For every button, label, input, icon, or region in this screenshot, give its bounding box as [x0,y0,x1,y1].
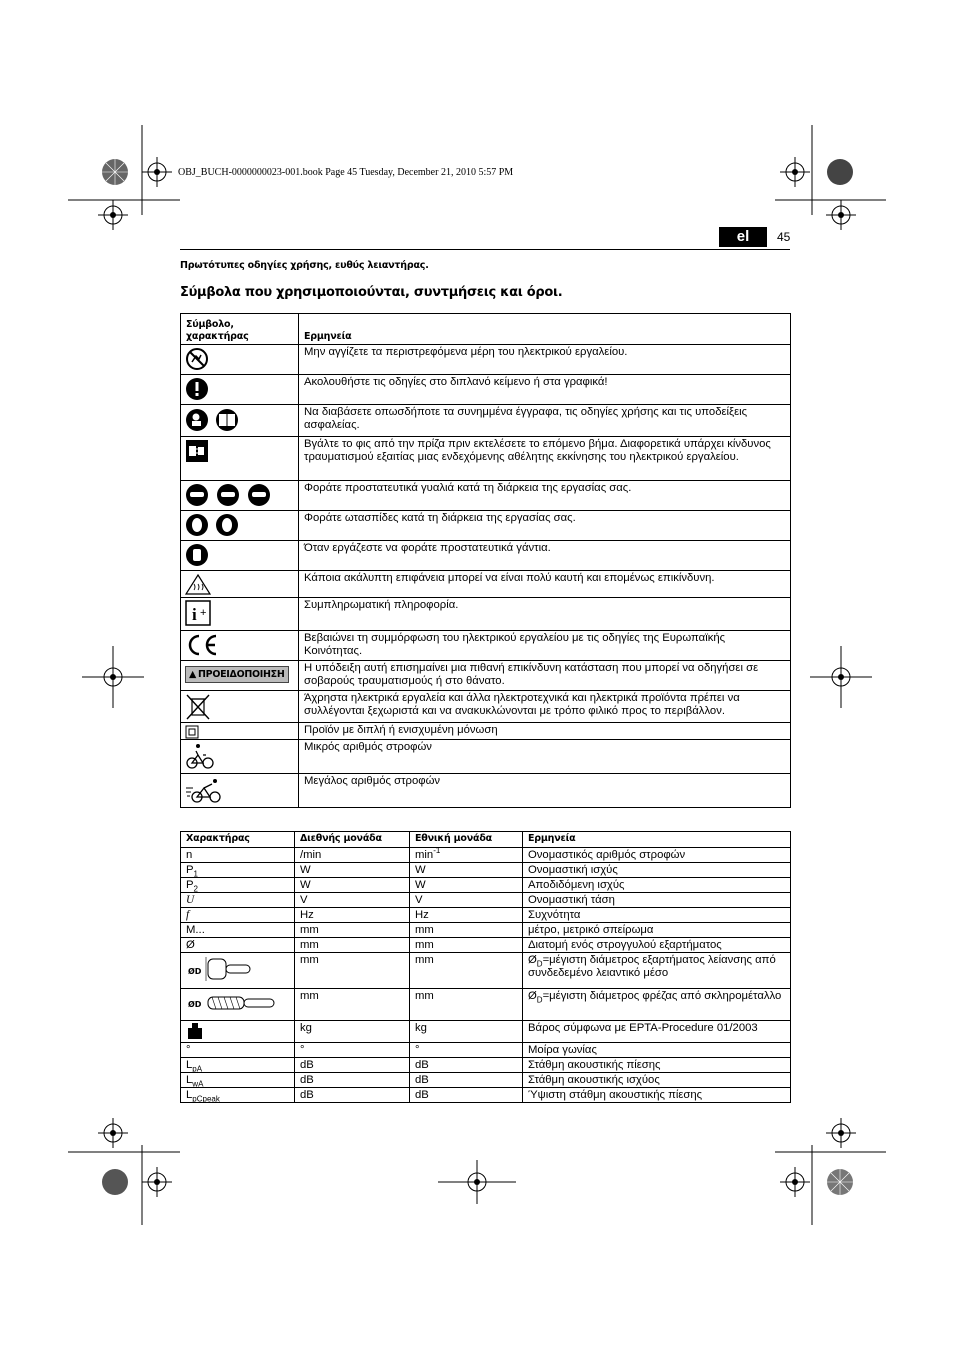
symbol-meaning: Βγάλτε το φις από την πρίζα πριν εκτελέσετε το επόμενο βήμα. Διαφορετικά υπάρχει κίνδυνος τραυματισμού εξαιτίας μιας ενδεχόμενης αθέλητης εκκίνησης του ηλεκτρικού εργαλείου. [299,437,791,481]
header-char: Χαρακτήρας [181,832,295,848]
header-meaning: Ερμηνεία [523,832,791,848]
table-row [181,661,791,691]
symbol-meaning: Μην αγγίζετε τα περιστρεφόμενα μέρη του ηλεκτρικού εργαλείου. [299,345,791,375]
header-intl-unit: Διεθνής μονάδα [295,832,410,848]
no-touch-rotating-icon [185,347,209,371]
ear-protection-icon [185,513,241,537]
table-row: $L_{pCpeak}$ dB dB Ύψιστη στάθμη ακουστικής πίεσης [181,1088,791,1103]
print-header: OBJ_BUCH-0000000023-001.book Page 45 Tuesday, December 21, 2010 5:57 PM [178,167,514,178]
language-badge: el [719,227,767,247]
svg-text:i: i [192,605,197,624]
safety-goggles-icon [185,483,271,507]
milling-cutter-diameter-icon [186,990,276,1016]
symbol-meaning: Βεβαιώνει τη συμμόρφωση του ηλεκτρικού εργαλείου με τις οδηγίες της Ευρωπαϊκής Κοινότητας. [299,631,791,661]
symbol-meaning: Συμπληρωματική πληροφορία. [299,598,791,631]
table-row [181,740,791,774]
symbol-meaning: Φοράτε ωτασπίδες κατά τη διάρκεια της εργασίας σας. [299,511,791,541]
table-row: Ø mm mm Διατομή ενός στρογγυλού εξαρτήματος [181,938,791,953]
weight-icon [186,1022,204,1040]
gloves-icon [185,543,209,567]
hot-surface-icon [185,573,211,595]
table-row [181,405,791,437]
table-row: $P_1$ W W Ονομαστική ισχύς [181,863,791,878]
table-row [181,774,791,808]
table-row: kg kg Βάρος σύμφωνα με EPTA-Procedure 01/2003 [181,1021,791,1043]
section-title: Σύμβολα που χρησιμοποιούνται, συντμήσεις και όροι. [180,285,563,300]
document-subtitle: Πρωτότυπες οδηγίες χρήσης, ευθύς λειαντήρας. [180,260,429,271]
header-meaning: Ερμηνεία [299,314,791,345]
fast-speed-bicycle-icon [185,776,225,804]
table-row [181,437,791,481]
header-national-unit: Εθνική μονάδα [410,832,523,848]
table-row: ØD mm mm $Ø_D=\mu έ\gamma\iota\sigma\tau\eta$ διάμετρος φρέζας από σκληρομέταλλο [181,989,791,1021]
table-row: ØD mm mm $Ø_D=\mu έ\gamma\iota\sigma\tau\eta$ διάμετρος εξαρτήματος λείανσης από συνδεδεμένο λειαντικό μέσο [181,953,791,989]
table-row [181,345,791,375]
table-header-row [181,832,791,848]
table-header-row [181,314,791,345]
info-icon [185,600,211,626]
table-row: M... mm mm μέτρο, μετρικό σπείρωμα [181,923,791,938]
page-number: 45 [777,230,791,244]
table-row [181,375,791,405]
svg-text:ØD: ØD [188,967,202,976]
symbol-meaning: Κάποια ακάλυπτη επιφάνεια μπορεί να είναι πολύ καυτή και επομένως επικίνδυνη. [299,571,791,598]
warning-badge-icon: ▲ ΠΡΟΕΙΔΟΠΟΙΗΣΗ [185,666,289,683]
exclamation-icon [185,377,209,401]
table-row: $L_{pA}$ dB dB Στάθμη ακουστικής πίεσης [181,1058,791,1073]
table-row: f Hz Hz Συχνότητα [181,908,791,923]
svg-text:+: + [200,607,207,619]
symbol-meaning: Ακολουθήστε τις οδηγίες στο διπλανό κείμενο ή στα γραφικά! [299,375,791,405]
grinding-wheel-diameter-icon [186,954,256,984]
table-row [181,691,791,723]
symbol-meaning: Μικρός αριθμός στροφών [299,740,791,774]
unplug-icon [185,439,209,463]
table-row [181,571,791,598]
read-manual-icon [185,407,241,433]
table-row [181,481,791,511]
symbols-table [180,313,791,808]
table-row: $L_{wA}$ dB dB Στάθμη ακουστικής ισχύος [181,1073,791,1088]
table-row: n /min $\min^{-1}$ Ονομαστικός αριθμός στροφών [181,848,791,863]
symbol-meaning: Φοράτε προστατευτικά γυαλιά κατά τη διάρκεια της εργασίας σας. [299,481,791,511]
table-row: U V V Ονομαστική τάση [181,893,791,908]
table-row: $P_2$ W W Αποδιδόμενη ισχύς [181,878,791,893]
units-table [180,831,791,1103]
symbol-meaning: Μεγάλος αριθμός στροφών [299,774,791,808]
symbol-meaning: Άχρηστα ηλεκτρικά εργαλεία και άλλα ηλεκτροτεχνικά και ηλεκτρικά προϊόντα πρέπει να συλλέγονται ξεχωριστά και να ανακυκλώνονται με τρόπο φιλικό προς το περιβάλλον. [299,691,791,723]
table-row [181,631,791,661]
table-row [181,723,791,740]
table-row [181,511,791,541]
header-rule [180,249,790,250]
symbol-meaning: Προϊόν με διπλή ή ενισχυμένη μόνωση [299,723,791,740]
header-symbol: Σύμβολο, χαρακτήρας [181,314,299,345]
table-row [181,541,791,571]
symbol-meaning: Να διαβάσετε οπωσδήποτε τα συνημμένα έγγραφα, τις οδηγίες χρήσης και τις υποδείξεις ασφαλείας. [299,405,791,437]
weee-bin-icon [185,693,211,721]
slow-speed-bicycle-icon [185,742,215,770]
table-row: ° ° ° Μοίρα γωνίας [181,1043,791,1058]
ce-mark-icon [185,633,219,657]
double-insulation-icon [185,725,199,739]
symbol-meaning: Όταν εργάζεστε να φοράτε προστατευτικά γάντια. [299,541,791,571]
symbol-meaning: Η υπόδειξη αυτή επισημαίνει μια πιθανή επικίνδυνη κατάσταση που μπορεί να οδηγήσει σε σοβαρούς τραυματισμούς ή στο θάνατο. [299,661,791,691]
table-row [181,598,791,631]
svg-text:ØD: ØD [188,1000,202,1009]
